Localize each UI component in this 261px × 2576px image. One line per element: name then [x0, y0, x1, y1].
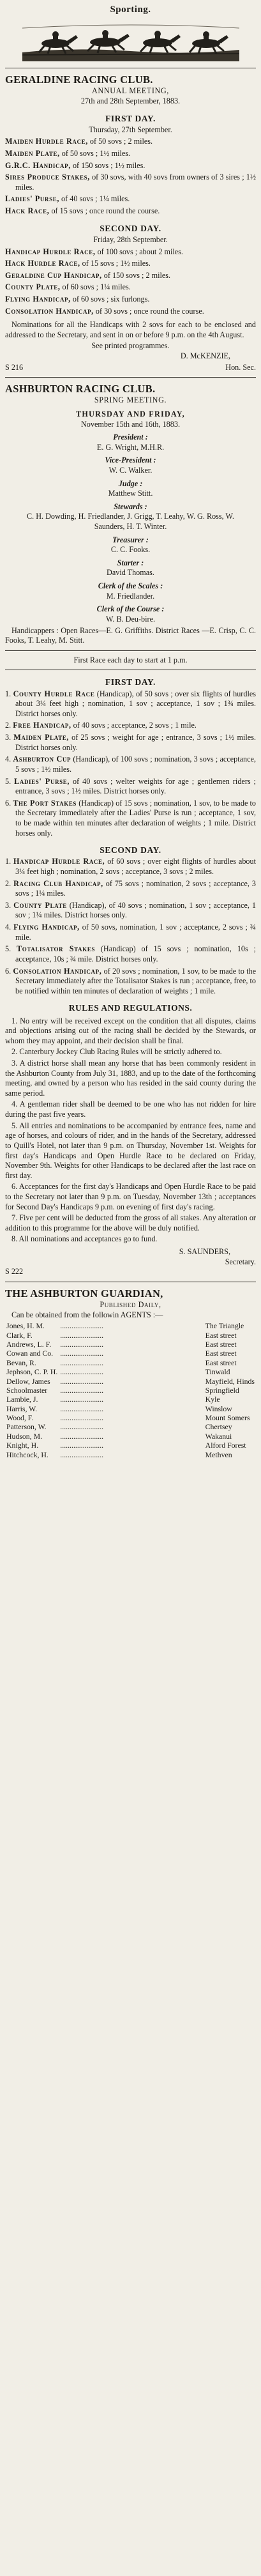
agents-table	[5, 1321, 256, 1459]
table-row: Dellow, James ....................... Mayfield, Hinds	[6, 1376, 255, 1386]
table-row: Andrews, L. F. ....................... East street	[6, 1339, 237, 1349]
rules-list	[5, 1016, 256, 1245]
rules-heading: RULES AND REGULATIONS.	[68, 1003, 193, 1013]
officer-names: M. Friedlander.	[106, 591, 155, 601]
newspaper-page	[5, 0, 256, 1459]
race-entry: County Plate, of 60 sovs ; 1¼ miles.	[5, 282, 131, 292]
officer-role: President :	[113, 433, 148, 442]
signatory-title: Hon. Sec.	[225, 362, 256, 372]
race-entry: 5. Totalisator Stakes (Handicap) of 15 sovs ; nomination, 10s ; acceptance, 10s ; ¾ mile. District horses only.	[5, 944, 257, 963]
geraldine-programme-note: See printed programmes.	[91, 341, 170, 351]
ad-code: S 216	[5, 362, 24, 372]
geraldine-day2-date: Friday, 28th September.	[93, 234, 168, 244]
race-entry: 3. County Plate (Handicap), of 40 sovs ; nomination, 1 sov ; acceptance, 1 sov ; 1¼ miles. District horses only.	[5, 900, 257, 920]
table-row: Cowan and Co. ....................... East street	[6, 1349, 237, 1358]
officer-role: Stewards :	[114, 502, 147, 511]
race-entry: 3. Maiden Plate, of 25 sovs ; weight for age ; entrance, 3 sovs ; 1½ miles. District horses only.	[5, 733, 257, 752]
signatory-title: Secretary.	[225, 1257, 256, 1266]
rule-item: 4. A gentleman rider shall be deemed to be one who has not ridden for hire during the past five years.	[5, 1100, 256, 1119]
geraldine-day1-date: Thursday, 27th September.	[89, 125, 172, 134]
race-entry: Sires Produce Stakes, of 30 sovs, with 40 sovs from owners of 3 sires ; 1½ miles.	[5, 172, 257, 192]
race-entry: Maiden Hurdle Race, of 50 sovs ; 2 miles.	[5, 137, 153, 146]
geraldine-day2-races	[5, 247, 256, 317]
officer-role: Treasurer :	[112, 535, 149, 544]
race-entry: Hack Race, of 15 sovs ; once round the course.	[5, 206, 160, 216]
geraldine-nominations: Nominations for all the Handicaps with 2 sovs for each to be enclosed and addressed to the Secretary, and sent in on or before 9 p.m. on the 4th August.	[5, 320, 256, 339]
race-entry: Handicap Hurdle Race, of 100 sovs ; about 2 miles.	[5, 247, 183, 256]
table-row: Lambie, J. ....................... Kyle	[6, 1395, 220, 1404]
geraldine-day1-races	[5, 137, 256, 216]
race-entry: 1. Handicap Hurdle Race, of 60 sovs ; over eight flights of hurdles about 3¼ feet high ; nomination, 2 sovs ; acceptance, 3 sovs ; 2 miles.	[5, 857, 257, 877]
race-entry: 6. The Port Stakes (Handicap) of 15 sovs ; nomination, 1 sov, to be made to the Secretary immediately after the Ladies' Purse is run ; acceptance, 1 sov, to be made within ten minutes after declaration of weights ; 1 mile. District horses only.	[5, 798, 256, 838]
officer-role: Judge :	[118, 479, 143, 488]
geraldine-signatory: D. McKENZIE,	[180, 351, 230, 361]
geraldine-day1-heading: FIRST DAY.	[105, 113, 156, 123]
table-row: Schoolmaster ....................... Springfield	[6, 1385, 239, 1395]
geraldine-advertisement	[5, 73, 256, 372]
officer-role: Starter :	[117, 558, 144, 567]
officer-names: E. G. Wright, M.H.R.	[96, 442, 165, 452]
race-entry: 5. Ladies' Purse, of 40 sovs ; welter weights for age ; gentlemen riders ; entrance, 3 sovs ; 1½ miles. District horses only.	[5, 776, 256, 796]
divider	[5, 377, 256, 378]
rule-item: 6. Acceptances for the first day's Handicaps and Open Hurdle Race to be paid to the Secretary not later than 9 p.m. on Tuesday, November 13th ; acceptances for Second Day's Handicaps 9 p.m. on evening of first day's racing.	[5, 1182, 256, 1211]
rule-item: 2. Canterbury Jockey Club Racing Rules will be strictly adhered to.	[11, 1047, 222, 1057]
racing-banner-illustration	[5, 17, 256, 63]
rule-item: 5. All entries and nominations to be accompanied by entrance fees, name and age of horses, and colours of rider, and in the hands of the Secretary, addressed to Quill's Hotel, not later than 9 p.m. on Thursday, November 1st. Weights for first day's Handicaps and Open Hurdle Race to be declared on Friday, November 9th. Weights for other Handicaps to be declared after the last race on first day.	[5, 1121, 256, 1180]
table-row: Bevan, R. ....................... East street	[6, 1358, 237, 1367]
race-entry: Geraldine Cup Handicap, of 150 sovs ; 2 miles.	[5, 270, 171, 280]
ashburton-signatory: S. SAUNDERS,	[179, 1247, 230, 1257]
rule-item: 3. A district horse shall mean any horse that has been commonly resident in the Ashburton County from July 31, 1883, and up to the date of the forthcoming meeting, and owned by a person who has resided in the said county during the same period.	[5, 1059, 256, 1098]
race-entry: Flying Handicap, of 60 sovs ; six furlongs.	[5, 294, 150, 303]
race-entry: Consolation Handicap, of 30 sovs ; once round the course.	[5, 306, 204, 316]
officer-role: Vice-President :	[105, 456, 156, 465]
officer-role: Clerk of the Scales :	[98, 581, 163, 591]
rule-item: 8. All nominations and acceptances go to fund.	[11, 1234, 158, 1244]
table-row: Wood, F. ....................... Mount Somers	[6, 1413, 250, 1423]
officer-names: Matthew Stitt.	[108, 489, 153, 498]
table-row: Clark, F. ....................... East street	[6, 1330, 237, 1340]
geraldine-day2-heading: SECOND DAY.	[100, 223, 161, 233]
guardian-advertisement	[5, 1287, 256, 1459]
race-entry: 2. Racing Club Handicap, of 75 sovs ; nomination, 2 sovs ; acceptance, 3 sovs ; 1¼ miles.	[5, 878, 257, 898]
table-row: Knight, H. ....................... Alford Forest	[6, 1441, 246, 1450]
table-row: Hudson, M. ....................... Wakanui	[6, 1431, 232, 1441]
officer-names: David Thomas.	[107, 568, 154, 578]
guardian-intro: Can be obtained from the followin AGENTS :—	[11, 1310, 163, 1319]
divider	[5, 650, 256, 651]
geraldine-dates: 27th and 28th September, 1883.	[80, 96, 181, 105]
ashburton-dates: November 15th and 16th, 1883.	[80, 419, 181, 429]
geraldine-signature-line	[5, 363, 256, 373]
race-entry: 1. County Hurdle Race (Handicap), of 50 sovs ; over six flights of hurdles about 3¼ feet high ; nomination, 1 sov ; acceptance, 1 sov ; 1¾ miles. District horses only.	[5, 689, 256, 718]
ashburton-meeting: SPRING MEETING.	[94, 395, 167, 405]
officer-names: C. C. Fooks.	[110, 545, 151, 555]
ashburton-days: THURSDAY AND FRIDAY,	[76, 409, 185, 418]
officer-role: Clerk of the Course :	[96, 604, 165, 614]
ashburton-first-race-note: First Race each day to start at 1 p.m.	[73, 655, 188, 664]
race-entry: 4. Flying Handicap, of 50 sovs, nomination, 1 sov ; acceptance, 2 sovs ; ¾ mile.	[5, 923, 256, 942]
race-entry: Ladies' Purse, of 40 sovs ; 1¼ miles.	[5, 194, 130, 204]
table-row: Jephson, C. P. H. ....................... Tinwald	[6, 1367, 230, 1377]
ashburton-day2-heading: SECOND DAY.	[100, 845, 161, 855]
officer-names: C. H. Dowding, H. Friedlander, J. Grigg, T. Leahy, W. G. Ross, W. Saunders, H. T. Winter.	[27, 512, 234, 532]
table-row: Harris, W. ....................... Winslow	[6, 1404, 232, 1413]
horse-race-engraving-icon	[22, 19, 239, 61]
ad-code: S 222	[5, 1267, 24, 1276]
table-row: Patterson, W. ....................... Chertsey	[6, 1422, 232, 1432]
rule-item: 7. Five per cent will be deducted from the gross of all stakes. Any alteration or addition to this programme for the above will be duly notified.	[5, 1213, 256, 1232]
ashburton-handicappers: Handicappers : Open Races—E. G. Griffiths. District Races —E. Crisp, C. C. Fooks, T. Leahy, M. Stitt.	[5, 625, 256, 645]
guardian-title: THE ASHBURTON GUARDIAN,	[5, 1287, 163, 1300]
geraldine-title: GERALDINE RACING CLUB.	[5, 73, 153, 86]
race-entry: 4. Ashburton Cup (Handicap), of 100 sovs ; nomination, 3 sovs ; acceptance, 5 sovs ; 1½ miles.	[5, 755, 257, 774]
geraldine-meeting: ANNUAL MEETING,	[92, 86, 169, 96]
race-entry: 6. Consolation Handicap, of 20 sovs ; nomination, 1 sov, to be made to the Secretary immediately after the Totalisator Stakes is run ; acceptance, free, to be notified within ten minutes of declaration of weights ; 1 mile.	[5, 966, 257, 995]
table-row: Jones, H. M. ....................... The Triangle	[6, 1321, 244, 1331]
race-entry: 2. Free Handicap, of 40 sovs ; acceptance, 2 sovs ; 1 mile.	[5, 721, 197, 730]
ashburton-day1-heading: FIRST DAY.	[105, 677, 156, 687]
race-entry: Maiden Plate, of 50 sovs ; 1½ miles.	[5, 149, 131, 158]
guardian-subtitle: Published Daily,	[100, 1300, 161, 1309]
ashburton-officers	[5, 433, 256, 624]
ashburton-title: ASHBURTON RACING CLUB.	[5, 383, 156, 395]
race-entry: G.R.C. Handicap, of 150 sovs ; 1½ miles.	[5, 160, 145, 170]
race-entry: Hack Hurdle Race, of 15 sovs ; 1½ miles.	[5, 259, 151, 268]
ashburton-day1-races	[5, 689, 256, 839]
rule-item: 1. No entry will be received except on the condition that all disputes, claims and objections arising out of the racing shall be decided by the Stewards, or whom they may appoint, and their decision shall be final.	[5, 1016, 256, 1045]
table-row: Hitchcock, H. ....................... Methven	[6, 1450, 232, 1459]
ashburton-advertisement	[5, 382, 256, 1277]
officer-names: W. B. Deu-bire.	[105, 614, 156, 624]
officer-names: W. C. Walker.	[108, 466, 153, 475]
ashburton-day2-races	[5, 857, 256, 996]
section-heading: Sporting.	[110, 4, 151, 15]
